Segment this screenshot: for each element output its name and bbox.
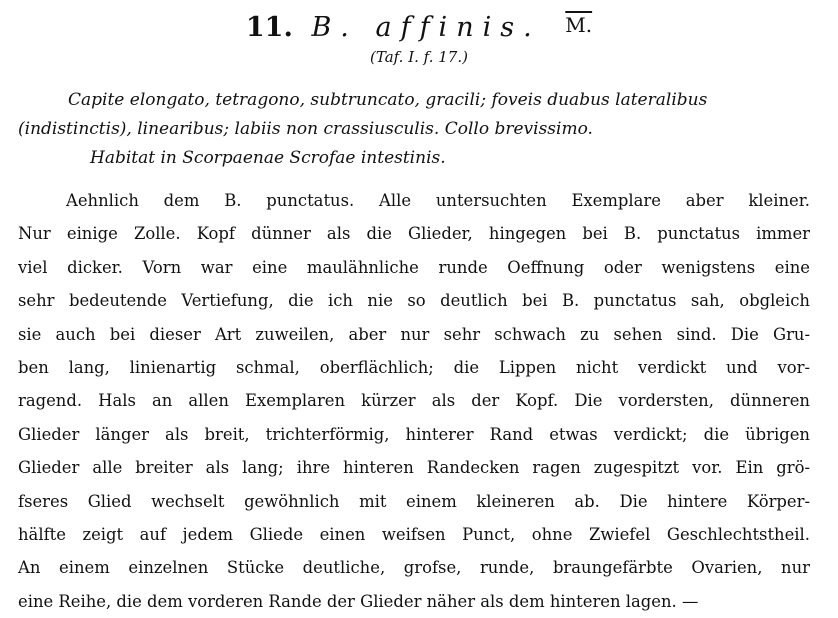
paragraph-line: hälfte zeigt auf jedem Gliede einen weifsen Punct, ohne Zwiefel Geschlechtstheil. (18, 525, 810, 545)
paragraph-line: Aehnlich dem B. punctatus. Alle untersuchten Exemplare aber kleiner. (66, 191, 810, 210)
diagnosis-line: (indistinctis), linearibus; labiis non crassiusculis. Collo brevissimo. (18, 119, 593, 139)
description-paragraph (18, 184, 810, 618)
paragraph-line: Glieder länger als breit, trichterförmig, hinterer Rand etwas verdickt; die übrigen (18, 424, 810, 444)
paragraph-line: ragend. Hals an allen Exemplaren kürzer als der Kopf. Die vordersten, dünneren (18, 391, 810, 411)
paragraph-line: Nur einige Zolle. Kopf dünner als die Glieder, hingegen bei B. punctatus immer (18, 224, 810, 244)
habitat-line: Habitat in Scorpaenae Scrofae intestinis. (90, 148, 446, 168)
paragraph-line: viel dicker. Vorn war eine maulähnliche runde Oeffnung oder wenigstens eine (18, 257, 810, 277)
paragraph-line: Glieder alle breiter als lang; ihre hinteren Randecken ragen zugespitzt vor. Ein grö- (18, 458, 810, 478)
diagnosis-line: Capite elongato, tetragono, subtruncato, gracili; foveis duabus lateralibus (68, 90, 708, 110)
paragraph-line: eine Reihe, die dem vorderen Rande der Glieder näher als dem hinteren lagen. — (18, 591, 699, 611)
paragraph-line: An einem einzelnen Stücke deutliche, grofse, runde, braungefärbte Ovarien, nur (18, 558, 810, 578)
species-heading (0, 10, 838, 47)
paragraph-line: sie auch bei dieser Art zuweilen, aber nur sehr schwach zu sehen sind. Die Gru- (18, 324, 810, 344)
species-name: B. affinis. (311, 12, 541, 43)
paragraph-line: fseres Glied wechselt gewöhnlich mit einem kleineren ab. Die hintere Körper- (18, 491, 810, 511)
species-author: M. (565, 13, 593, 37)
paragraph-line: sehr bedeutende Vertiefung, die ich nie so deutlich bei B. punctatus sah, obgleich (18, 291, 810, 311)
plate-reference: (Taf. I. f. 17.) (370, 48, 468, 66)
paragraph-line: ben lang, linienartig schmal, oberflächlich; die Lippen nicht verdickt und vor- (18, 358, 810, 378)
species-number: 11. (245, 12, 293, 43)
latin-diagnosis (18, 86, 818, 173)
